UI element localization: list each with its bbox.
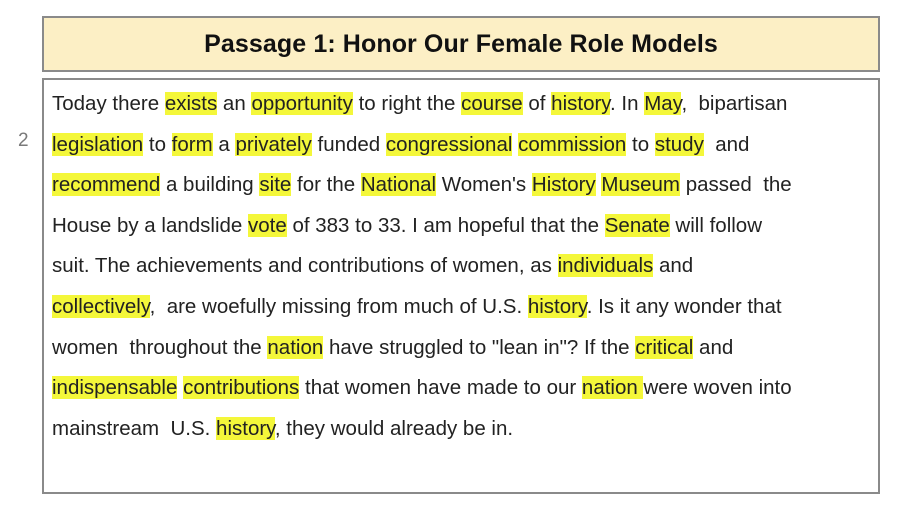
highlighted-word: course	[461, 92, 523, 115]
highlighted-word: exists	[164, 92, 218, 115]
highlighted-word: site	[259, 173, 292, 197]
passage-line	[52, 246, 872, 287]
passage-line	[52, 328, 872, 369]
highlighted-word: legislation	[52, 132, 144, 156]
passage-line	[52, 409, 872, 450]
passage-text-segment: passed the	[680, 173, 792, 197]
highlighted-word: privately	[235, 132, 312, 156]
passage-line	[52, 84, 872, 125]
passage-text-segment: were woven into	[643, 376, 792, 400]
passage-text-segment: for the	[291, 173, 361, 197]
passage-text-segment: of	[522, 92, 552, 115]
highlighted-word: History	[531, 173, 596, 197]
highlighted-word: May	[644, 92, 682, 115]
passage-text-segment: . In	[610, 92, 645, 115]
highlighted-word: recommend	[52, 173, 161, 197]
passage-text-segment: to right the	[352, 92, 462, 115]
highlighted-word: congressional	[385, 132, 513, 156]
highlighted-word: collectively	[52, 294, 150, 318]
highlighted-word: vote	[248, 213, 287, 237]
passage-line	[52, 368, 872, 409]
highlighted-word: contributions	[183, 376, 300, 400]
passage-line	[52, 206, 872, 247]
passage-text-segment: a	[212, 132, 236, 156]
line-number: 2	[18, 130, 29, 151]
passage-text-segment: and	[653, 254, 694, 278]
highlighted-word: study	[654, 132, 704, 156]
highlighted-word: National	[360, 173, 437, 197]
passage-text-segment: women throughout the	[52, 335, 268, 359]
highlighted-word: nation	[267, 335, 324, 359]
highlighted-word: Museum	[601, 173, 680, 197]
passage-text-segment: suit. The achievements and contributions of women, as	[52, 254, 558, 278]
passage-text-segment: and	[693, 335, 734, 359]
passage-text-segment: to	[626, 132, 655, 156]
passage-text-segment: Today there	[52, 92, 165, 115]
passage-text-segment: have struggled to "lean in"? If the	[323, 335, 636, 359]
passage-text-segment: , they would already be in.	[274, 416, 514, 440]
passage-text-segment: and	[703, 132, 750, 156]
highlighted-word: history	[216, 416, 275, 440]
highlighted-word: critical	[635, 335, 694, 359]
passage-title: Passage 1: Honor Our Female Role Models	[204, 29, 718, 58]
passage-line	[52, 125, 872, 166]
passage-text-segment: that women have made to our	[299, 376, 582, 400]
highlighted-word: Senate	[604, 213, 670, 237]
highlighted-word: opportunity	[251, 92, 353, 115]
passage-text-segment: Women's	[436, 173, 532, 197]
highlighted-word: individuals	[557, 254, 654, 278]
passage-line	[52, 287, 872, 328]
passage-text	[52, 84, 872, 449]
passage-text-segment: will follow	[669, 213, 763, 237]
passage-line	[52, 165, 872, 206]
passage-text-segment: . Is it any wonder that	[586, 294, 782, 318]
highlighted-word: indispensable	[52, 376, 178, 400]
passage-text-segment: , bipartisan	[681, 92, 788, 115]
highlighted-word: nation	[581, 376, 644, 400]
passage-text-segment: a building	[160, 173, 260, 197]
passage-text-segment: of 383 to 33. I am hopeful that the	[286, 213, 605, 237]
passage-box	[42, 78, 880, 494]
passage-title-box	[42, 16, 880, 72]
highlighted-word: history	[551, 92, 611, 115]
passage-text-segment: , are woefully missing from much of U.S.	[149, 294, 528, 318]
passage-text-segment: mainstream U.S.	[52, 416, 217, 440]
highlighted-word: form	[171, 132, 213, 156]
highlighted-word: commission	[518, 132, 627, 156]
highlighted-word: history	[527, 294, 587, 318]
passage-text-segment: House by a landslide	[52, 213, 249, 237]
passage-text-segment: an	[217, 92, 252, 115]
passage-text-segment: to	[143, 132, 172, 156]
passage-text-segment: funded	[311, 132, 386, 156]
